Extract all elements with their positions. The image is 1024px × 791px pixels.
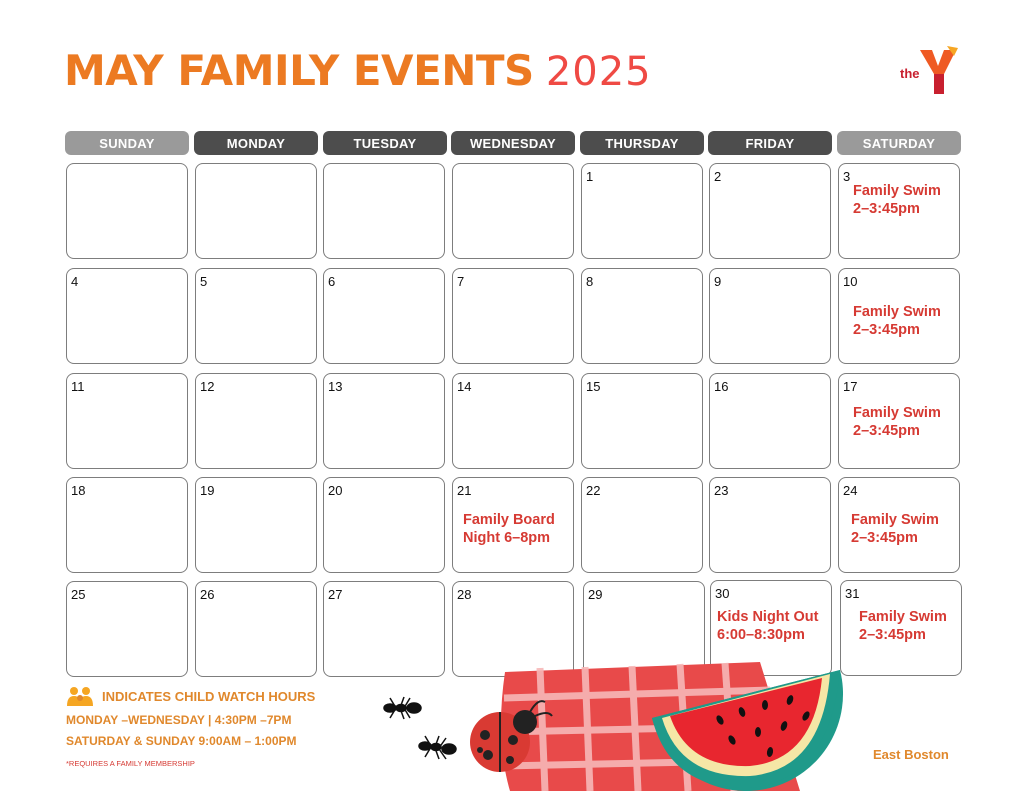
- day-cell: [195, 477, 317, 573]
- day-cell: [709, 373, 831, 469]
- day-cell: [195, 581, 317, 677]
- day-cell-empty: [66, 163, 188, 259]
- day-cell: [838, 373, 960, 469]
- event-time: 2–3:45pm: [851, 530, 918, 546]
- day-cell: [840, 580, 962, 676]
- day-number: 13: [328, 379, 343, 394]
- event-family-swim: [853, 182, 941, 218]
- weekday-thursday: THURSDAY: [580, 131, 704, 155]
- day-number: 8: [586, 274, 594, 289]
- logo-text: the: [900, 66, 920, 81]
- day-number: 29: [588, 587, 603, 602]
- event-family-board-night: [463, 511, 555, 547]
- event-time: 2–3:45pm: [853, 322, 920, 338]
- day-cell: [581, 373, 703, 469]
- weekday-friday: FRIDAY: [708, 131, 832, 155]
- ymca-logo: [894, 44, 966, 100]
- day-number: 12: [200, 379, 215, 394]
- day-number: 30: [715, 586, 730, 601]
- legend-heading: INDICATES CHILD WATCH HOURS: [102, 688, 316, 704]
- event-time: 2–3:45pm: [853, 201, 920, 217]
- ant-icon: [419, 736, 456, 759]
- day-number: 25: [71, 587, 86, 602]
- weekday-tuesday: TUESDAY: [323, 131, 447, 155]
- event-title: Kids Night Out: [717, 609, 819, 625]
- day-number: 16: [714, 379, 729, 394]
- event-title: Family Swim: [853, 183, 941, 199]
- event-family-swim: [851, 511, 939, 547]
- weekday-monday: MONDAY: [194, 131, 318, 155]
- weekday-wednesday: WEDNESDAY: [451, 131, 575, 155]
- day-cell: [452, 477, 574, 573]
- day-number: 7: [457, 274, 465, 289]
- day-number: 19: [200, 483, 215, 498]
- membership-note: *REQUIRES A FAMILY MEMBERSHIP: [66, 759, 195, 768]
- weekday-sunday: SUNDAY: [65, 131, 189, 155]
- day-number: 1: [586, 169, 594, 184]
- day-number: 2: [714, 169, 722, 184]
- event-title: Family Swim: [853, 304, 941, 320]
- day-cell-empty: [452, 163, 574, 259]
- day-number: 20: [328, 483, 343, 498]
- weekday-hours: MONDAY –WEDNESDAY | 4:30PM –7PM: [66, 713, 292, 727]
- day-cell: [66, 268, 188, 364]
- day-number: 15: [586, 379, 601, 394]
- family-icon: [66, 686, 94, 706]
- event-title: Family Swim: [851, 512, 939, 528]
- weekday-saturday: SATURDAY: [837, 131, 961, 155]
- weekend-hours: SATURDAY & SUNDAY 9:00AM – 1:00PM: [66, 734, 297, 748]
- day-number: 5: [200, 274, 208, 289]
- day-cell-empty: [323, 163, 445, 259]
- y-logo-icon: [894, 44, 966, 100]
- day-cell: [452, 373, 574, 469]
- day-cell: [709, 268, 831, 364]
- day-cell: [323, 268, 445, 364]
- day-number: 27: [328, 587, 343, 602]
- day-number: 17: [843, 379, 858, 394]
- day-cell: [838, 163, 960, 259]
- day-number: 28: [457, 587, 472, 602]
- day-number: 31: [845, 586, 860, 601]
- day-cell: [838, 268, 960, 364]
- branch-name: East Boston: [873, 747, 949, 762]
- day-cell: [323, 477, 445, 573]
- day-number: 11: [71, 379, 85, 394]
- day-number: 18: [71, 483, 86, 498]
- event-time: 2–3:45pm: [859, 627, 926, 643]
- event-kids-night-out: [717, 608, 819, 644]
- day-cell: [838, 477, 960, 573]
- event-title: Family Swim: [853, 405, 941, 421]
- day-cell: [66, 581, 188, 677]
- day-number: 22: [586, 483, 601, 498]
- day-number: 14: [457, 379, 472, 394]
- day-cell: [581, 163, 703, 259]
- day-number: 26: [200, 587, 215, 602]
- event-title: Family Board: [463, 512, 555, 528]
- day-number: 3: [843, 169, 851, 184]
- event-family-swim: [853, 404, 941, 440]
- day-cell: [581, 268, 703, 364]
- page-title: [64, 46, 652, 102]
- day-number: 9: [714, 274, 722, 289]
- day-cell: [581, 477, 703, 573]
- day-number: 4: [71, 274, 79, 289]
- day-cell: [323, 373, 445, 469]
- day-cell: [195, 373, 317, 469]
- event-title: Family Swim: [859, 609, 947, 625]
- day-number: 21: [457, 483, 472, 498]
- title-year: 2025: [545, 49, 652, 95]
- event-family-swim: [853, 303, 941, 339]
- event-time: 6:00–8:30pm: [717, 627, 805, 643]
- picnic-illustration: [370, 650, 850, 791]
- title-text: MAY FAMILY EVENTS: [64, 46, 534, 95]
- event-family-swim: [859, 608, 947, 644]
- event-time: Night 6–8pm: [463, 530, 551, 546]
- ant-icon: [384, 697, 421, 719]
- day-number: 23: [714, 483, 729, 498]
- day-number: 6: [328, 274, 336, 289]
- day-cell-empty: [195, 163, 317, 259]
- day-cell: [709, 163, 831, 259]
- day-cell: [195, 268, 317, 364]
- day-number: 10: [843, 274, 858, 289]
- child-watch-legend: [66, 686, 315, 768]
- day-cell: [452, 268, 574, 364]
- event-time: 2–3:45pm: [853, 423, 920, 439]
- day-cell: [66, 477, 188, 573]
- day-cell: [709, 477, 831, 573]
- day-number: 24: [843, 483, 858, 498]
- day-cell: [66, 373, 188, 469]
